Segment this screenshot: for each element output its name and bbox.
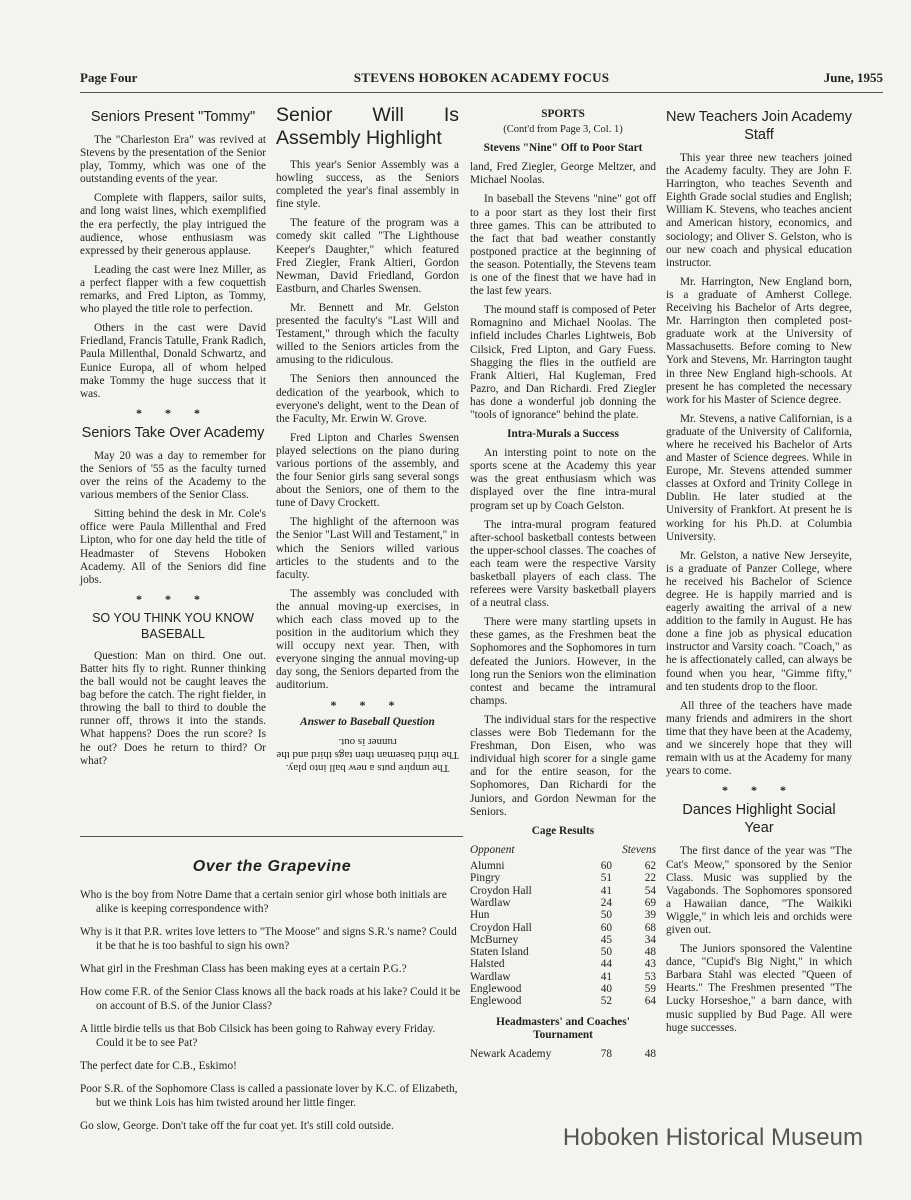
opponent-score: 50 bbox=[600, 909, 612, 922]
table-row bbox=[470, 995, 656, 1007]
table-row bbox=[470, 909, 656, 921]
issue-date: June, 1955 bbox=[823, 70, 883, 85]
stevens-score: 48 bbox=[644, 946, 656, 959]
paragraph: The assembly was concluded with the annual moving-up exercises, in which each class moved up to the position in the auditorium which they will occupy next year. Then, with everyone singing the annual moving-up day song, the Seniors departed from the auditorium. bbox=[276, 587, 459, 692]
opponent-score: 44 bbox=[600, 958, 612, 971]
headline-dances: Dances Highlight Social Year bbox=[682, 802, 836, 837]
opponent-score: 41 bbox=[600, 884, 612, 897]
team-name: Englewood bbox=[470, 995, 522, 1008]
page-number: Page Four bbox=[80, 70, 138, 85]
paragraph: The individual stars for the respective classes were Bob Tiedemann for the Freshman, Don Eisen, who was individual high scorer for a single game and for the entire season, for the Sophomores, Dan Richardi for the Juniors, and Gordon Newman for the Seniors. bbox=[470, 713, 656, 818]
section-separator: * * * bbox=[136, 405, 210, 420]
team-name: Croydon Hall bbox=[470, 921, 532, 934]
list-item: Who is the boy from Notre Dame that a certain senior girl whose both initials are alike is keeping correspondence with? bbox=[80, 889, 447, 915]
paragraph: Mr. Bennett and Mr. Gelston presented the faculty's "Last Will and Testament," through which the faculty willed to the Seniors articles from the amusing to the ridiculous. bbox=[276, 301, 459, 367]
paragraph: The mound staff is composed of Peter Romagnino and Michael Noolas. The infield includes Charles Lightweis, Bob Cilsick, Fred Lipton, and Gary Fuess. Shagging the flies in the outfield are Frank Altieri, Hal Kugleman, Fred Pazro, and Dan Richardi. Fred Ziegler has done a wonderful job donning the "tools of ignorance" behind the plate. bbox=[470, 304, 656, 421]
opponent-score: 40 bbox=[600, 983, 612, 996]
headline-baseball-quiz: SO YOU THINK YOU KNOW BASEBALL bbox=[92, 610, 254, 641]
tournament-table bbox=[470, 1048, 656, 1060]
team-name: Englewood bbox=[470, 983, 522, 996]
team-name: Croydon Hall bbox=[470, 884, 532, 897]
grapevine-rule bbox=[80, 836, 463, 837]
list-item: How come F.R. of the Senior Class knows all the back roads at his lake? Could it be on account of B.S. of the Junior Class? bbox=[80, 986, 461, 1012]
list-item: Poor S.R. of the Sophomore Class is called a passionate lover by K.C. of Elizabeth, but we think Lois has him twisted around her little finger. bbox=[80, 1083, 458, 1109]
paragraph: Sitting behind the desk in Mr. Cole's office were Paula Millenthal and Fred Lipton, who for one day held the title of Headmaster of Stevens Hoboken Academy. All of the Seniors did fine jobs. bbox=[80, 508, 266, 586]
column-header-opponent: Opponent bbox=[470, 843, 515, 856]
section-separator: * * * bbox=[136, 591, 210, 606]
column-3 bbox=[470, 104, 656, 1060]
list-item: Go slow, George. Don't take off the fur coat yet. It's still cold outside. bbox=[80, 1120, 394, 1132]
headline-seniors-present: Seniors Present "Tommy" bbox=[90, 109, 256, 125]
team-name: Alumni bbox=[470, 860, 505, 873]
paragraph: Mr. Stevens, a native Californian, is a graduate of the University of California, where he received his Bachelor of Arts and Master of Science degrees. While in Europe, Mr. Stevens attended summer classes at Oxford and Trinity College in Dublin. He later studied at the University of Frankfort. At present he is working for his Ph.D. at Columbia University. bbox=[666, 412, 852, 543]
paragraph: Complete with flappers, sailor suits, and long waist lines, which exemplified the era perfectly, the play intrigued the audience, whose enthusiasm was expressed by their generous applause. bbox=[80, 192, 266, 257]
paragraph: land, Fred Ziegler, George Meltzer, and Michael Noolas. bbox=[470, 161, 656, 187]
cage-results-title: Cage Results bbox=[531, 824, 595, 837]
opponent-score: 78 bbox=[600, 1047, 612, 1060]
table-row bbox=[470, 958, 656, 970]
stevens-score: 69 bbox=[644, 896, 656, 909]
table-row bbox=[470, 922, 656, 934]
paragraph: The Juniors sponsored the Valentine dance, "Cupid's Big Night," in which Barbara Stahl was elected "Queen of Hearts." The Freshmen presented "The Lucky Horseshoe," a barn dance, with music supplied by Bud Page. All were huge successes. bbox=[666, 943, 852, 1034]
paragraph: The Seniors then announced the dedication of the yearbook, which to everyone's delight, went to the Dean of the Faculty, Mr. Erwin W. Grove. bbox=[276, 373, 459, 425]
team-name: Wardlaw bbox=[470, 970, 511, 983]
opponent-score: 45 bbox=[600, 933, 612, 946]
stevens-score: 43 bbox=[644, 958, 656, 971]
paragraph: Mr. Gelston, a native New Jerseyite, is a graduate of Panzer College, where he received his Bachelor of Science degree. He is happily married and is eagerly awaiting the arrival of a new addition to the family in August. He has done a fine job as physical education instructor and Varsity coach. "Coach," as he is affectionately called, can always be found when you hear, "Gimme fifty," and ten students drop to the floor. bbox=[666, 549, 852, 693]
table-row bbox=[470, 971, 656, 983]
team-name: Halsted bbox=[470, 958, 505, 971]
stevens-score: 34 bbox=[644, 933, 656, 946]
headline-seniors-take-over: Seniors Take Over Academy bbox=[81, 424, 265, 441]
table-row bbox=[470, 1048, 656, 1060]
grapevine-title: Over the Grapevine bbox=[192, 858, 352, 875]
column-4 bbox=[666, 104, 852, 1041]
continued-note: (Cont'd from Page 3, Col. 1) bbox=[503, 124, 623, 136]
headline-senior-will: Senior Will Is Assembly Highlight bbox=[276, 104, 459, 149]
paragraph: All three of the teachers have made many friends and admirers in the short time that they have been at the Academy, and we sincerely hope that they will remain with us at the Academy for many years to come. bbox=[666, 699, 852, 778]
list-item: Why is it that P.R. writes love letters to "The Moose" and signs S.R.'s name? Could it be that he is too bashful to sign his own? bbox=[80, 926, 457, 952]
page-header bbox=[80, 70, 883, 88]
team-name: Newark Academy bbox=[470, 1047, 552, 1060]
stevens-score: 62 bbox=[644, 860, 656, 873]
stevens-score: 54 bbox=[644, 884, 656, 897]
headline-new-teachers: New Teachers Join Academy Staff bbox=[666, 109, 852, 143]
table-row bbox=[470, 897, 656, 909]
stevens-score: 48 bbox=[644, 1047, 656, 1060]
paragraph: The feature of the program was a comedy skit called "The Lighthouse Keeper's Daughter," which featured Fred Ziegler, Frank Altieri, Gordon Newman, David Friedland, Gordon Eastburn, and Charles Swensen. bbox=[276, 217, 459, 295]
team-name: Wardlaw bbox=[470, 896, 511, 909]
subhead-intramurals: Intra-Murals a Success bbox=[507, 428, 619, 441]
paragraph: Fred Lipton and Charles Swensen played selections on the piano during various portions of the assembly, and the four Senior girls sang several songs about the Seniors, one of them to the tune of Davy Crockett. bbox=[276, 431, 459, 510]
paragraph: Leading the cast were Inez Miller, as a perfect flapper with a few coquettish remarks, and Fred Lipton, as Tommy, who played the title role to perfection. bbox=[80, 263, 266, 316]
opponent-score: 24 bbox=[600, 896, 612, 909]
opponent-score: 52 bbox=[600, 995, 612, 1008]
column-header-stevens: Stevens bbox=[622, 843, 656, 856]
stevens-score: 39 bbox=[644, 909, 656, 922]
paragraph: The intra-mural program featured after-school basketball contests between the upper-school classes. The coaches of each team were the respective Varsity basketball players of each class. The referees were Varsity basketball players of a neutral class. bbox=[470, 518, 656, 610]
section-separator: * * * bbox=[722, 783, 796, 798]
table-row bbox=[470, 934, 656, 946]
stevens-score: 59 bbox=[644, 983, 656, 996]
opponent-score: 41 bbox=[600, 970, 612, 983]
team-name: Pingry bbox=[470, 872, 501, 885]
opponent-score: 51 bbox=[600, 872, 612, 885]
column-1 bbox=[80, 104, 266, 774]
opponent-score: 60 bbox=[600, 921, 612, 934]
table-row bbox=[470, 946, 656, 958]
table-row bbox=[470, 872, 656, 884]
paragraph: The first dance of the year was "The Cat's Meow," sponsored by the Senior Class. Music was supplied by the Vagabonds. The Sophomores sponsored a Hawaiian dance, "The Waikiki Wiggle," in which leis and orchids were given out. bbox=[666, 845, 852, 936]
paragraph: Mr. Harrington, New England born, is a graduate of Amherst College. Receiving his Bachelor of Arts degree, Mr. Harrington then completed post-graduate work at the University of Massachusetts. Before coming to New York and Stevens, Mr. Harrington taught in three New England high-schools. At present he has completed the necessary work for his Master of Science degree. bbox=[666, 275, 852, 406]
grapevine-section bbox=[80, 848, 464, 1142]
answer-title: Answer to Baseball Question bbox=[300, 715, 435, 728]
stevens-score: 64 bbox=[644, 995, 656, 1008]
opponent-score: 60 bbox=[600, 860, 612, 873]
paragraph: May 20 was a day to remember for the Seniors of '55 as the faculty turned over the reins of the Academy to the various members of the Senior Class. bbox=[80, 449, 266, 502]
list-item: A little birdie tells us that Bob Cilsick has been going to Rahway every Friday. Could it be to see Pat? bbox=[80, 1023, 436, 1049]
table-row bbox=[470, 885, 656, 897]
team-name: Hun bbox=[470, 909, 490, 922]
opponent-score: 50 bbox=[600, 946, 612, 959]
section-title-sports: SPORTS bbox=[541, 108, 585, 120]
list-item: The perfect date for C.B., Eskimo! bbox=[80, 1060, 237, 1072]
header-rule bbox=[80, 92, 883, 93]
masthead-title: STEVENS HOBOKEN ACADEMY FOCUS bbox=[353, 70, 610, 85]
paragraph: This year three new teachers joined the Academy faculty. They are John F. Harrington, who teaches Seventh and Eighth Grade social studies and English; William K. Stevens, who teaches ancient and American history, economics, and sociology; and Oliver S. Gelston, who is our new coach and physical education instructor. bbox=[666, 152, 852, 269]
stevens-score: 68 bbox=[644, 921, 656, 934]
stevens-score: 53 bbox=[644, 970, 656, 983]
table-row bbox=[470, 983, 656, 995]
paragraph: The highlight of the afternoon was the Senior "Last Will and Testament," in which the Seniors willed various articles to the students and to the faculty. bbox=[276, 516, 459, 581]
cage-results-table bbox=[470, 844, 656, 1008]
list-item: What girl in the Freshman Class has been making eyes at a certain P.G.? bbox=[80, 963, 407, 975]
paragraph: Others in the cast were David Friedland, Francis Tatulle, Frank Radich, Paula Millenthal, Donald Schwartz, and Eunice Europa, all of whom helped make Tommy the huge success that it was. bbox=[80, 322, 266, 400]
upside-down-answer: The umpire puts a new ball into play. The third baseman then tags third and the runner is out. bbox=[276, 735, 459, 774]
paragraph: Question: Man on third. One out. Batter hits fly to right. Runner thinking the ball would not be caught leaves the bag before the catch. The right fielder, in throwing the ball to third to double the runner off, throws it into the stands. What happens? Does the run score? Is he out? Does he return to third? Or what? bbox=[80, 649, 266, 767]
tournament-title: Headmasters' and Coaches' Tournament bbox=[496, 1015, 630, 1041]
stevens-score: 22 bbox=[644, 872, 656, 885]
table-header bbox=[470, 844, 656, 860]
column-2 bbox=[276, 104, 459, 774]
paragraph: There were many startling upsets in these games, as the Freshmen beat the Sophomores and the Sophomores in turn defeated the Juniors. However, in the long run the Seniors won the elimination contest and became the intramural champs. bbox=[470, 616, 656, 707]
paragraph: In baseball the Stevens "nine" got off to a poor start as they lost their first three games. This can be attributed to the fact that bad weather constantly postponed practice at the beginning of the season. Potentially, the Stevens team is one of the finest that we have had in the last few years. bbox=[470, 193, 656, 298]
paragraph: The "Charleston Era" was revived at Stevens by the presentation of the Senior play, Tommy, which was one of the outstanding events of the year. bbox=[80, 134, 266, 186]
table-row bbox=[470, 860, 656, 872]
team-name: Staten Island bbox=[470, 946, 529, 959]
section-separator: * * * bbox=[330, 697, 405, 712]
team-name: McBurney bbox=[470, 933, 519, 946]
subhead-nine-off: Stevens "Nine" Off to Poor Start bbox=[483, 142, 643, 155]
museum-watermark: Hoboken Historical Museum bbox=[562, 1124, 863, 1151]
paragraph: This year's Senior Assembly was a howling success, as the Seniors completed the year's final assembly in fine style. bbox=[276, 159, 459, 211]
paragraph: An intersting point to note on the sports scene at the Academy this year was the great enthusiasm which was displayed over the fine intra-mural program set up by Coach Gelston. bbox=[470, 447, 656, 512]
